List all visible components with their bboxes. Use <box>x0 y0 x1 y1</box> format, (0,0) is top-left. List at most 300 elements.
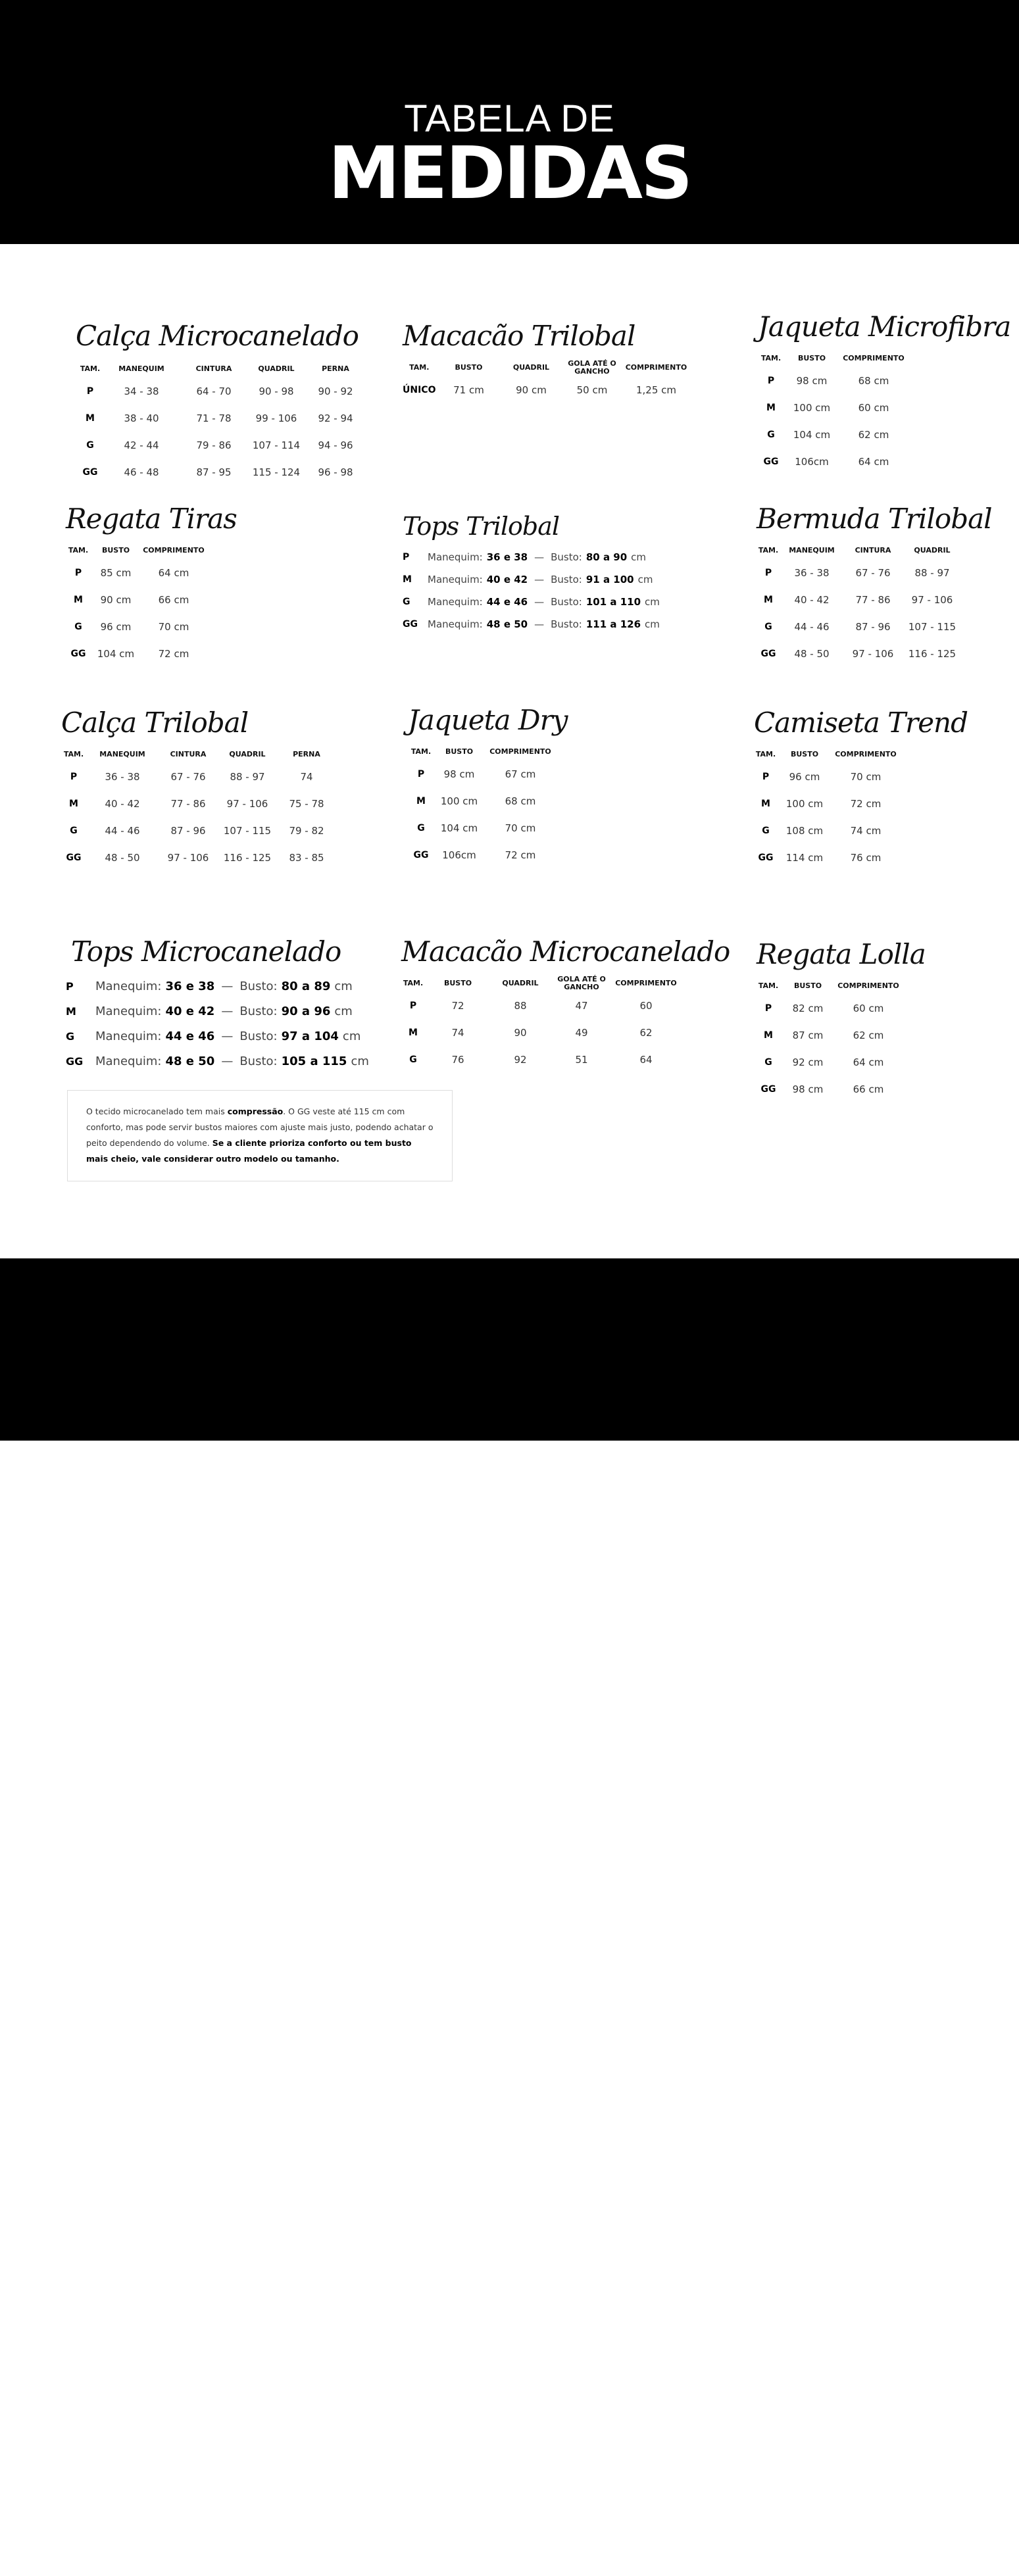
handle-username: fire_modafitness <box>437 2553 602 2576</box>
manequim-label: Manequim: <box>95 1054 162 1068</box>
measure-cell: 64 cm <box>853 1056 884 1068</box>
measure-cell: 48 - 50 <box>794 647 830 660</box>
size-table <box>78 360 365 485</box>
separator-dash: — <box>221 1004 234 1018</box>
column-header: PERNA <box>293 750 320 759</box>
measure-cell: 90 - 98 <box>259 385 294 397</box>
column-header: QUADRIL <box>502 979 539 988</box>
measure-cell: 36 - 38 <box>105 770 140 783</box>
measure-cell: 90 cm <box>100 593 132 606</box>
measure-cell: 90 <box>514 1026 527 1039</box>
table-header-row <box>754 746 900 763</box>
chart-jaqueta-dry <box>408 705 567 868</box>
table-row <box>61 844 336 871</box>
manequim-label: Manequim: <box>428 551 483 563</box>
busto-value: 80 a 90 <box>585 551 628 563</box>
manequim-value: 48 e 50 <box>165 1054 215 1068</box>
tops-size-row <box>66 1024 369 1049</box>
table-header-row <box>61 746 336 763</box>
chart-camiseta-trend <box>754 708 968 871</box>
column-header: MANEQUIM <box>118 364 164 374</box>
size-cell: GG <box>758 852 774 863</box>
measure-cell: 71 - 78 <box>196 412 232 424</box>
measure-cell: 92 <box>514 1053 527 1066</box>
manequim-value: 36 e 38 <box>486 551 528 563</box>
measure-cell: 36 - 38 <box>794 566 830 579</box>
tops-size-row <box>403 613 660 635</box>
size-cell: P <box>762 771 770 782</box>
separator-dash: — <box>534 573 545 585</box>
measure-cell: 68 cm <box>858 374 889 387</box>
instagram-handle[interactable] <box>0 2553 1019 2576</box>
measure-cell: 47 <box>575 999 588 1012</box>
table-row <box>758 367 908 394</box>
measure-cell: 97 - 106 <box>911 593 953 606</box>
size-table <box>758 350 908 475</box>
tops-size-list <box>66 974 369 1074</box>
measure-cell: 62 <box>639 1026 653 1039</box>
table-row <box>757 559 962 586</box>
chart-bermuda-trilobal <box>757 504 992 667</box>
chart-tops-trilobal <box>403 513 660 635</box>
manequim-label: Manequim: <box>428 573 483 585</box>
busto-label: Busto: <box>239 1029 278 1043</box>
measure-cell: 77 - 86 <box>170 797 206 810</box>
size-cell: G <box>767 429 775 440</box>
size-cell: GG <box>413 849 429 860</box>
measure-cell: 67 - 76 <box>170 770 206 783</box>
measure-cell: 62 cm <box>853 1029 884 1041</box>
table-row <box>754 817 900 844</box>
note-text: . O GG veste até 115 cm com conforto, mas pode servir bustos maiores com ajuste mais justo, podendo achatar o peito dependendo do volume. <box>86 1106 434 1148</box>
column-header: BUSTO <box>793 981 822 991</box>
table-row <box>408 814 557 841</box>
measure-cell: 66 cm <box>158 593 189 606</box>
separator-dash: — <box>534 595 545 608</box>
chart-tops-microcanelado <box>66 937 369 1074</box>
size-cell: G <box>86 439 94 451</box>
column-header: QUADRIL <box>914 546 951 555</box>
manequim-value: 44 e 46 <box>486 595 528 608</box>
table-row <box>757 1049 901 1076</box>
size-label: G <box>403 596 410 607</box>
column-header: BUSTO <box>101 546 130 555</box>
size-cell: GG <box>763 456 779 467</box>
table-header-row <box>66 542 207 559</box>
measure-cell: 88 - 97 <box>914 566 950 579</box>
busto-label: Busto: <box>239 979 278 993</box>
measure-cell: 77 - 86 <box>855 593 891 606</box>
measure-cell: 94 - 96 <box>318 439 353 451</box>
size-cell: P <box>409 1000 417 1011</box>
measure-cell: 116 - 125 <box>908 647 957 660</box>
measure-cell: 90 cm <box>516 384 547 396</box>
column-header: TAM. <box>80 364 101 374</box>
table-row <box>757 995 901 1022</box>
size-cell: G <box>70 825 78 836</box>
measure-cell: 104 cm <box>440 822 478 834</box>
chart-title: Macacão Microcanelado <box>401 935 730 968</box>
size-cell: GG <box>82 466 98 478</box>
size-cell: M <box>74 594 83 605</box>
measure-cell: 46 - 48 <box>124 466 159 478</box>
measure-cell: 71 cm <box>453 384 484 396</box>
separator-dash: — <box>221 1029 234 1043</box>
table-header-row <box>401 975 679 992</box>
separator-dash: — <box>534 551 545 563</box>
table-row <box>66 613 207 640</box>
table-header-row <box>78 360 365 378</box>
measure-cell: 97 - 106 <box>852 647 894 660</box>
tops-size-row <box>403 568 660 591</box>
column-header: MANEQUIM <box>789 546 835 555</box>
column-header: TAM. <box>403 979 424 988</box>
measure-cell: 107 - 115 <box>223 824 272 837</box>
measure-cell: 92 cm <box>792 1056 824 1068</box>
measure-cell: 79 - 82 <box>289 824 324 837</box>
manequim-value: 36 e 38 <box>165 979 215 993</box>
column-header: BUSTO <box>443 979 472 988</box>
size-cell: M <box>766 402 776 413</box>
note-bold: Se a cliente prioriza conforto ou tem busto mais cheio, vale considerar outro modelo ou tamanho. <box>86 1138 412 1164</box>
table-row <box>758 448 908 475</box>
unit-label: cm <box>351 1054 369 1068</box>
measure-cell: 62 cm <box>858 428 889 441</box>
table-header-row <box>758 350 908 367</box>
column-header: GOLA ATÉ O GANCHO <box>568 359 616 376</box>
measure-cell: 51 <box>575 1053 588 1066</box>
measure-cell: 70 cm <box>505 822 536 834</box>
measure-cell: 82 cm <box>792 1002 824 1014</box>
size-cell: M <box>409 1027 418 1038</box>
column-header: QUADRIL <box>258 364 295 374</box>
measure-cell: 98 cm <box>792 1083 824 1095</box>
column-header: TAM. <box>760 354 782 363</box>
size-cell: G <box>74 621 82 632</box>
chart-title: Calça Trilobal <box>61 706 249 739</box>
chart-title: Macacão Trilobal <box>403 320 635 352</box>
chart-calca-microcanelado <box>76 321 365 485</box>
size-cell: G <box>764 1056 772 1068</box>
table-row <box>66 559 207 586</box>
measure-cell: 67 - 76 <box>855 566 891 579</box>
measure-cell: 100 cm <box>785 797 824 810</box>
size-cell: P <box>764 1003 772 1014</box>
tops-size-row <box>66 999 369 1024</box>
measure-cell: 99 - 106 <box>255 412 297 424</box>
measure-cell: 40 - 42 <box>794 593 830 606</box>
size-cell: G <box>764 621 772 632</box>
chart-title: Bermuda Trilobal <box>757 503 992 535</box>
measure-cell: 64 cm <box>158 566 189 579</box>
measure-cell: 115 - 124 <box>252 466 301 478</box>
measure-cell: 90 - 92 <box>318 385 353 397</box>
measure-cell: 70 cm <box>158 620 189 633</box>
size-cell: P <box>767 375 775 386</box>
size-cell: M <box>416 795 426 806</box>
table-row <box>401 1019 679 1046</box>
chart-calca-trilobal <box>61 708 336 871</box>
chart-title: Calça Microcanelado <box>76 320 359 352</box>
manequim-label: Manequim: <box>95 1004 162 1018</box>
size-cell: P <box>86 385 94 397</box>
table-row <box>66 586 207 613</box>
size-label: GG <box>403 618 418 630</box>
chart-title: Jaqueta Microfibra <box>758 310 1011 343</box>
measure-cell: 104 cm <box>793 428 831 441</box>
measure-cell: 98 cm <box>443 768 475 780</box>
busto-value: 90 a 96 <box>281 1004 331 1018</box>
chart-title: Regata Lolla <box>757 938 926 970</box>
tops-size-row <box>66 1049 369 1074</box>
measure-cell: 106cm <box>795 455 829 468</box>
measure-cell: 44 - 46 <box>105 824 140 837</box>
measure-cell: 42 - 44 <box>124 439 159 451</box>
size-cell: M <box>764 594 773 605</box>
table-row <box>78 432 365 458</box>
table-row <box>61 817 336 844</box>
separator-dash: — <box>534 618 545 630</box>
tops-size-list <box>403 546 660 635</box>
column-header: TAM. <box>758 546 779 555</box>
measure-cell: 50 cm <box>576 384 608 396</box>
measure-cell: 68 cm <box>505 795 536 807</box>
measure-cell: 116 - 125 <box>223 851 272 864</box>
measure-cell: 48 - 50 <box>105 851 140 864</box>
measure-cell: 107 - 114 <box>252 439 301 451</box>
busto-label: Busto: <box>551 551 582 563</box>
column-header: CINTURA <box>170 750 207 759</box>
manequim-value: 40 e 42 <box>486 573 528 585</box>
column-header: COMPRIMENTO <box>625 363 687 372</box>
measure-cell: 74 cm <box>850 824 882 837</box>
measure-cell: 49 <box>575 1026 588 1039</box>
chart-regata-lolla <box>757 939 926 1102</box>
table-row <box>757 586 962 613</box>
column-header: COMPRIMENTO <box>837 981 899 991</box>
table-row <box>758 394 908 421</box>
measure-cell: 74 <box>300 770 313 783</box>
table-row <box>408 787 557 814</box>
chart-title: Camiseta Trend <box>754 706 968 739</box>
table-header-row <box>757 978 901 995</box>
column-header: COMPRIMENTO <box>489 747 551 756</box>
table-row <box>754 763 900 790</box>
column-header: CINTURA <box>195 364 232 374</box>
measure-cell: 60 cm <box>853 1002 884 1014</box>
busto-label: Busto: <box>551 595 582 608</box>
busto-value: 111 a 126 <box>585 618 641 630</box>
table-row <box>757 1022 901 1049</box>
column-header: TAM. <box>63 750 84 759</box>
unit-label: cm <box>645 595 660 608</box>
size-cell: G <box>762 825 770 836</box>
measure-cell: 97 - 106 <box>226 797 268 810</box>
busto-label: Busto: <box>551 618 582 630</box>
column-header: BUSTO <box>455 363 483 372</box>
busto-value: 101 a 110 <box>585 595 641 608</box>
column-header: GOLA ATÉ O GANCHO <box>557 975 606 992</box>
column-header: TAM. <box>68 546 89 555</box>
measure-cell: 96 cm <box>789 770 820 783</box>
table-row <box>758 421 908 448</box>
note-text: O tecido microcanelado tem mais <box>86 1106 228 1116</box>
measure-cell: 79 - 86 <box>196 439 232 451</box>
unit-label: cm <box>645 618 660 630</box>
column-header: BUSTO <box>797 354 826 363</box>
busto-value: 80 a 89 <box>281 979 331 993</box>
size-cell: P <box>764 567 772 578</box>
separator-dash: — <box>221 1054 234 1068</box>
measure-cell: 67 cm <box>505 768 536 780</box>
measure-cell: 106cm <box>442 849 476 861</box>
size-table <box>401 975 679 1073</box>
measure-cell: 72 cm <box>505 849 536 861</box>
measure-cell: 66 cm <box>853 1083 884 1095</box>
column-header: COMPRIMENTO <box>143 546 205 555</box>
measure-cell: 97 - 106 <box>167 851 209 864</box>
measure-cell: 108 cm <box>785 824 824 837</box>
table-row <box>757 640 962 667</box>
footer-banner <box>0 1258 1019 2576</box>
column-header: MANEQUIM <box>99 750 145 759</box>
measure-cell: 1,25 cm <box>635 384 676 396</box>
measure-cell: 38 - 40 <box>124 412 159 424</box>
chart-regata-tiras <box>66 504 237 667</box>
table-header-row <box>757 542 962 559</box>
busto-label: Busto: <box>551 573 582 585</box>
measure-cell: 104 cm <box>97 647 135 660</box>
column-header: COMPRIMENTO <box>843 354 905 363</box>
column-header: TAM. <box>755 750 776 759</box>
table-row <box>78 405 365 432</box>
column-header: QUADRIL <box>512 363 550 372</box>
measure-cell: 83 - 85 <box>289 851 324 864</box>
unit-label: cm <box>334 1004 353 1018</box>
column-header: TAM. <box>410 747 432 756</box>
unit-label: cm <box>342 1029 361 1043</box>
column-header: PERNA <box>322 364 349 374</box>
chart-title: Tops Microcanelado <box>71 935 341 968</box>
size-cell: GG <box>70 648 86 659</box>
busto-value: 97 a 104 <box>281 1029 339 1043</box>
measure-cell: 96 cm <box>100 620 132 633</box>
column-header: BUSTO <box>445 747 474 756</box>
measure-cell: 75 - 78 <box>289 797 324 810</box>
size-cell: M <box>86 412 95 424</box>
manequim-label: Manequim: <box>95 979 162 993</box>
tops-size-row <box>66 974 369 999</box>
manequim-label: Manequim: <box>428 595 483 608</box>
measure-cell: 92 - 94 <box>318 412 353 424</box>
column-header: COMPRIMENTO <box>835 750 897 759</box>
unit-label: cm <box>334 979 353 993</box>
size-cell: M <box>764 1029 773 1041</box>
table-row <box>61 763 336 790</box>
measure-cell: 70 cm <box>850 770 882 783</box>
measure-cell: 100 cm <box>440 795 478 807</box>
measure-cell: 44 - 46 <box>794 620 830 633</box>
table-row <box>66 640 207 667</box>
measure-cell: 87 - 96 <box>855 620 891 633</box>
size-table <box>754 746 900 871</box>
size-cell: M <box>761 798 770 809</box>
microcanelado-note <box>67 1090 453 1181</box>
unit-label: cm <box>637 573 653 585</box>
table-header-row <box>408 743 557 760</box>
measure-cell: 85 cm <box>100 566 132 579</box>
manequim-value: 40 e 42 <box>165 1004 215 1018</box>
note-bold: compressão <box>227 1106 284 1116</box>
table-row <box>403 376 689 403</box>
column-header: CINTURA <box>855 546 891 555</box>
header-title-line1: TABELA DE <box>404 97 615 140</box>
column-header: QUADRIL <box>229 750 266 759</box>
measure-cell: 72 cm <box>158 647 189 660</box>
unit-label: cm <box>631 551 647 563</box>
measure-cell: 64 <box>639 1053 653 1066</box>
size-table <box>403 359 689 403</box>
measure-cell: 87 cm <box>792 1029 824 1041</box>
measure-cell: 34 - 38 <box>124 385 159 397</box>
table-row <box>757 613 962 640</box>
measure-cell: 72 <box>451 999 464 1012</box>
size-cell: ÚNICO <box>403 384 436 395</box>
tops-size-row <box>403 591 660 613</box>
measure-cell: 60 <box>639 999 653 1012</box>
size-cell: P <box>417 768 425 780</box>
table-row <box>408 760 557 787</box>
measure-cell: 107 - 115 <box>908 620 957 633</box>
table-row <box>401 1046 679 1073</box>
table-header-row <box>403 359 689 376</box>
chart-jaqueta-microfibra <box>758 312 1010 475</box>
measure-cell: 100 cm <box>793 401 831 414</box>
size-label: GG <box>66 1054 84 1068</box>
measure-cell: 88 <box>514 999 527 1012</box>
measure-cell: 88 - 97 <box>230 770 265 783</box>
column-header: TAM. <box>409 363 430 372</box>
measure-cell: 40 - 42 <box>105 797 140 810</box>
size-table <box>66 542 207 667</box>
table-row <box>78 378 365 405</box>
manequim-label: Manequim: <box>428 618 483 630</box>
manequim-value: 48 e 50 <box>486 618 528 630</box>
chart-title: Jaqueta Dry <box>408 704 568 736</box>
size-cell: GG <box>760 1083 776 1095</box>
table-row <box>78 458 365 485</box>
size-cell: P <box>70 771 78 782</box>
table-row <box>754 790 900 817</box>
handle-at: @ <box>417 2553 437 2576</box>
measure-cell: 114 cm <box>785 851 824 864</box>
measure-cell: 76 <box>451 1053 464 1066</box>
table-row <box>61 790 336 817</box>
manequim-value: 44 e 46 <box>165 1029 215 1043</box>
size-label: G <box>66 1029 75 1043</box>
table-row <box>401 992 679 1019</box>
chart-macacao-trilobal <box>403 321 689 403</box>
header-title-line2: MEDIDAS <box>328 131 691 215</box>
size-label: P <box>66 979 74 993</box>
size-cell: GG <box>760 648 776 659</box>
chart-title: Tops Trilobal <box>403 512 560 541</box>
measure-cell: 60 cm <box>858 401 889 414</box>
tops-size-row <box>403 546 660 568</box>
size-cell: GG <box>66 852 82 863</box>
header-banner <box>0 0 1019 244</box>
size-cell: P <box>74 567 82 578</box>
